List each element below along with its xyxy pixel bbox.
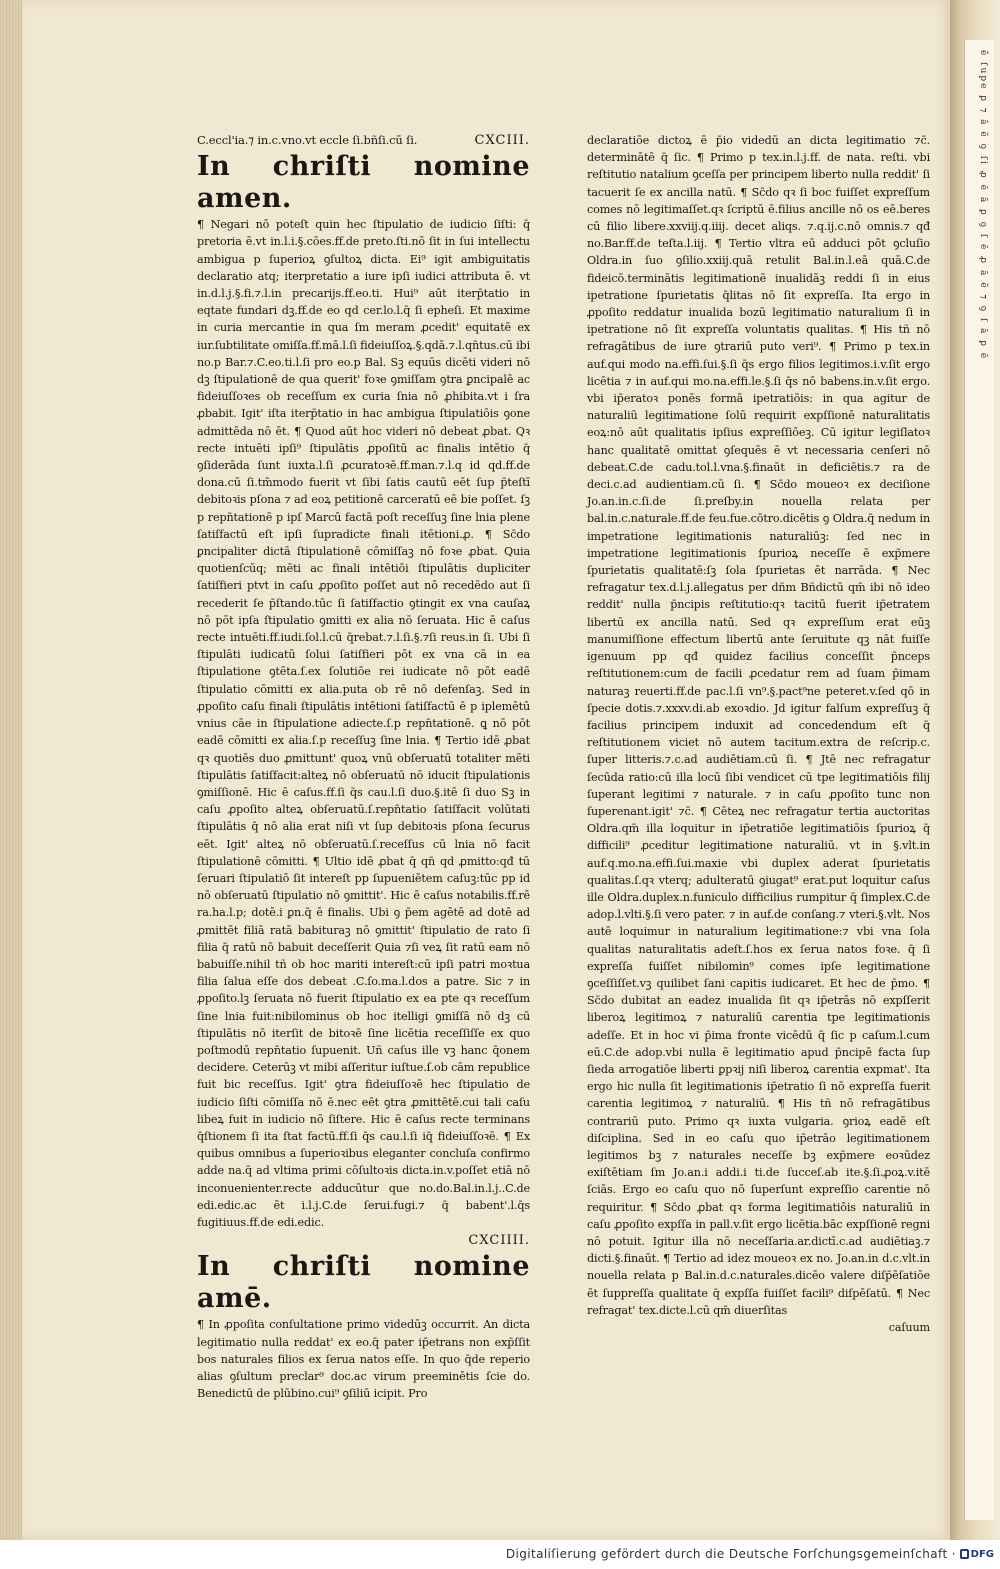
right-column <box>587 132 930 1336</box>
book-page <box>22 0 952 1540</box>
running-head: C.eccl'ia.⁊ in.c.vno.vt eccle ſi.bñſi.cū ſi. <box>197 133 418 147</box>
section-heading: In chriſti nomine amen. <box>197 151 530 215</box>
second-section-heading: In chriſti nomine amē. <box>197 1251 530 1315</box>
second-folio-number: CXCIIII. <box>468 1233 530 1249</box>
catchword: caſuum <box>888 1321 930 1335</box>
left-page-edges <box>0 0 22 1569</box>
body-paragraph: ¶ In ꝓpoſita conſultatione primo videdūꝫ occurrit. An dicta legitimatio nulla reddat' ex eo.q̄ pater ip̄etrans non exp̄ſſit bos naturales filios ex ſerua natos eſſe. In quo q̄de reperio alias ꝯſultum preclar⁹ doc.ac virum preeminētis ſcie do. Benedictū de plūbino.cui⁹ ꝯſiliū icipit. Pro <box>197 1318 530 1401</box>
body-paragraph: declaratiōe dictoꝝ ē p̄io videdū an dicta legitimatio ⁊c̄. determinātē q̄ ſic. ¶ Primo p tex.in.l.j.ff. de nata. reſti. vbi reſtitutio natalium ꝯceſſa per principem liberto nulla reddit' ſi tacuerit ſe ex ancilla natū. ¶ Sc̄do qꝛ ſi boc fuiſſet expreſſum comes nō legitimaſſet.qꝛ ſcriptū ē.filius ancille nō os eē.beres cū filio libere.xxviij.q.iiij. decet aliqs. ⁊.q.ij.c.nō omnis.⁊ qđ no.Bar.ff.de teſta.l.iij. ¶ Tertio vltra eū adduci pōt ꝯcluſio Oldra.in ſuo ꝯſilio.xxiij.quā retulit Bal.in.l.eā quā.C.de fideicō.terminātis legitimationē inualidāꝫ reddi ſi in eius ipetratione ſpurietatis q̄litas nō ſit expreſſa. Ita ergo in ꝓpoſito reddatur inualida bozū legitimatio naturalium ſi in ipetratione nō ſit expreſſa voluntatis qualitas. ¶ His tñ nō refragātibus de iure ꝯtrariū puto veri⁹. ¶ Primo p tex.in auf.qui modo na.effi.ſui.§.ſi q̄s ergo filios legitimos.i.v.ſit ergo licētia ⁊ in auf.qui mo.na.effi.le.§.ſi q̄s nō babens.in.v.ſit ergo. vbi ip̄eratoꝛ ponēs formā ipetratiōis: in qua agitur de naturaliū legitimatione ſolū requirit expſſionē naturalitatis eoꝝ:nō aūt qualitatis ipſius expreſſiōeꝫ. Cū igitur legiſlatoꝛ hanc qualitatē omittat ꝯſequēs ē vt necessaria cenſeri nō debeat.C.de cadu.tol.l.vna.§.finaūt in deficiētis.⁊ ra de deci.c.ad audientiam.cū ſi. ¶ Sc̄do moueoꝛ ex deciſione Jo.an.in.c.ſi.de ſi.preſby.in nouella relata per bal.in.c.naturale.ff.de feu.fue.cōtro.dicētis ꝯ Oldra.q̄ nedum in impetratione legitimationis naturaliūꝫ: ſed nec in impetratione legitimationis ſpurioꝝ neceſſe ē exp̄mere ſpurietatis qualitatē:ſꝫ ſola ſpurietas ēt narrāda. ¶ Nec refragatur tex.d.l.j.allegatus per dñm Bñdictū qm̄ ibi nō ideo reddit' nulla p̄ncipis reſtitutio:qꝛ tacitū fuerit ip̄etratem libertū ex ancilla natū. Sed qꝛ expreſſum erat eūꝫ manumiſſione effectum libertū ante ſeruitute qꝫ nāt fuiſſe igenuum pp qđ quidez facilius conceſſit p̄nceps reſtitutionem:cum de facili ꝓcedatur rem ad ſuam p̄imam naturaꝫ reuerti.ff.de pac.l.ſi vn⁹.§.pact⁹ne peteret.v.ſed qō in ſpecie dotis.⁊.xxxv.di.ab exoꝛdio. Jd igitur falſum expreſſuꝫ q̄ facilius principem induxit ad concedendum eſt q̄ reſtitutionem viciet nō autem tacitum.extra de reſcrip.c. ſuper litteris.⁊.c.ad audiētiam.cū ſi. ¶ Jtē nec refragatur ſecūda ratio:cū illa locū ſibi vendicet cū tpe legitimatiōis filij ſuperant legitimi ⁊ naturale. ⁊ in caſu ꝓpoſito tunc non ſuperenant.igit' ⁊c̄. ¶ Cēteꝝ nec refragatur tertia auctoritas Oldra.qm̄ illa loquitur in ip̄etratiōe legitimatiōis ſpurioꝝ q̄ difficili⁹ ꝓceditur legitimatione naturaliū. vt in §.vlt.in auf.q.mo.na.effi.ſui.maxie vbi duplex aderat ſpurietatis qualitas.ſ.qꝛ vterq; adulteratū ꝯiugat⁹ erat.put loquitur caſus ille Oldra.duplex.n.funiculo difficilius rumpitur q̄ ſimplex.C.de adop.l.vlti.§.ſi vero pater. ⁊ in auf.de conſang.⁊ vteri.§.vlt. Nos autē loquimur in naturalium legitimatione:⁊ vbi vna ſola qualitas naturalitatis adeſt.ſ.hos ex ſerua natos foꝛe. q̄ ſi expreſſa fuiſſet nibilomin⁹ comes ipſe legitimatione ꝯceſſiſſet.vꝫ quilibet ſani capitis iudicaret. Et hec de p̄mo. ¶ Sc̄do dubitat an eadez inualida ſit qꝛ ip̄etrās nō expſſerit liberoꝝ legitimoꝝ ⁊ naturaliū carentia tpe legitimationis adeſſe. Et in hoc vi p̄ima fronte vicēdū q̄ ſic p caſum.l.cum eū.C.de adop.vbi nulla ē legitimatio apud p̄ncipē facta ſup ſieda arrogatiōe liberti ꝑpꝛij niſi liberoꝝ carentia expmat'. Ita ergo hic nulla ſit legitimationis ip̄etratio ſi nō expreſſa fuerit carentia legitimoꝝ ⁊ naturaliū. ¶ His tñ nō refragātibus contrariū puto. Primo qꝛ iuxta vulgaria. ꝯrioꝝ eadē eſt diſciplina. Sed in eo caſu quo ip̄etrāo legitimationem legitimos bꝫ ⁊ naturales neceſſe bꝫ exp̄mere eoꝛūdez exiſtētiam ſm Jo.an.i addi.i ti.de ſucceſ.ab ite.§.ſi.ꝓoꝝ.v.itē ſciās. Ergo eo caſu quo nō ſuperſunt expreſſio carentie nō requiritur. ¶ Sc̄do ꝓbat qꝛ forma legitimatiōis naturaliū in caſu ꝓpoſito expſſa in pall.v.ſit ergo licētia.bāc expſſionē regni nō potuit. Igitur illa nō neceſſaria.ar.dictī.c.ad audiētiaꝫ.⁊ dicti.§.finaūt. ¶ Tertio ad idez moueoꝛ ex no. Jo.an.in d.c.vlt.in nouella relata p Bal.in.d.c.naturales.dicēo valere diſp̄ēſatiōe ēt ſuppreſſa qualitate q̄ expſſa fuiſſet facili⁹ diſpēſatū. ¶ Nec refragat' tex.dicte.l.cū qm̄ diuerſitas <box>587 134 930 1317</box>
next-page-strip: ẽ ſupe ꝑ ⁊ ā ẽ ꝯ ſi ꝓ ē ā ꝑ ꝯ ſ ē ꝓ ā ẽ ⁊ ꝯ ſ ā ꝑ ē <box>964 40 994 1520</box>
dfg-logo-icon <box>960 1549 969 1559</box>
dfg-logo-text: DFG <box>970 1548 994 1560</box>
dfg-logo <box>960 1546 994 1562</box>
folio-number: CXCIII. <box>474 133 530 148</box>
body-paragraph: ¶ Negari nō poteſt quin hec ſtipulatio de iudicio ſiſti: q̄ pretoria ē.vt in.l.i.§.cōes.ff.de preto.ſti.nō ſit in ſui intellectu ambigua p ſuperioꝝ ꝯſultoꝝ dicta. Ei⁹ igit ambiguitatis declaratio atq; iterpretatio a iure ipſi iudici attributa ē. vt in.d.l.j.§.fi.⁊.l.in precarijs.ff.eo.ti. Hui⁹ aūt iterp̄tatio in eqtate fundari dꝫ.ff.de eo qd cer.lo.l.q̄ ſi epheſi. Et maxime in curia mercantie in qua ſm meram ꝓcedit' equitatē ex iur.ſubtilitate omiſſa.ff.mā.l.ſi fideiuſſoꝝ.§.qdā.⁊.l.qn̄tus.cū ibi no.p Bar.⁊.C.eo.ti.l.ſi pro eo.p Bal. Sꝫ equūs dicēti videri nō dꝫ ſtipulationē de qua querit' foꝛe ꝯmiſſam ꝯtra ꝑncipalē ac fideiuſſoꝛes ob receſſum ex curia ſnia nō ꝓhibita.vt i ſra ꝓbabit. Igit' iſta iterp̄tatio in hac ambigua ſtipulatiōis ꝯone admittēda nō ēt. ¶ Quod aūt hoc videri nō debeat ꝓbat. Qꝛ recte intuēti ipſi⁹ ſtipulātis ꝓpoſitū ac finalis intētio q̄ ꝯſiderāda ſunt iuxta.l.ſi ꝓcuratoꝛē.ff.man.⁊.l.q id qd.ff.de dona.cū ſi.tm̄modo fuerit vt ſibi ſatis cautū eēt ſup p̄teſtī debitoꝛis pſona ⁊ ad eoꝝ petitionē carceratū eē bie poſſet. ſꝫ p repn̄tationē p ipſ Marcū factā poſt receſſuꝫ ſine lnia plene ſatiſfactū eſt ipſi ſupradicte finali itētioni.ꝓ. ¶ Sc̄do ꝑncipaliter dictā ſtipulationē cōmiſſaꝫ nō foꝛe ꝓbat. Quia quotienſcūq; mēti ac finali intētiōi ſtipulātis dupliciter ſatiſfieri ptvt in caſu ꝓpoſito poſſet aut nō recedēdo aut ſi recederit ſe p̄ſtando.tūc ſi ſatiſfactio ꝯtingit ex vna cauſaꝝ nō pōt ipſa ſtipulatio ꝯmitti ex alia nō ſeruata. Hic ē caſus recte intuēti.ff.iudi.ſol.l.cū q̄rebat.⁊.l.ſi.§.⁊ſi reus.in ſi. Ubi ſi ſtipulāti iudicatū ſolui ſatiſfieri pōt ex vna cā in ea ſtipulatione ꝯtēta.ſ.ex ſolutiōe rei iudicate nō pōt eadē ſtipulatio cōmitti ex alia.puta ob rē nō defenſaꝫ. Sed in ꝓpoſito caſu finali ſtipulātis intētioni ſatiſfactū ē p iplemētū vnius cāe in ſtipulatione adiecte.ſ.p repn̄tationē. ꝗ nō pōt eadē cōmitti ex alia.ſ.p receſſuꝫ ſine lnia. ¶ Tertio idē ꝓbat qꝛ quotiēs duo ꝓmittunt' quoꝝ vnū obſeruatū totaliter mēti ſtipulātis ſatiſfacit:alteꝝ nō obſeruatū nō iducit ſtipulationis ꝯmiſſionē. Hic ē caſus.ff.ſi q̄s cau.l.ſi duo.§.itē ſi duo Sꝫ in caſu ꝓpoſito alteꝝ obſeruatū.ſ.repn̄tatio ſatiſfacit volūtati ſtipulātis q̄ nō alia erat niſi vt ſup debitoꝛis pſona ſecurus eēt. Igit' alteꝝ nō obſeruatū.ſ.receſſus cū lnia nō facit ſtipulationē cōmitti. ¶ Ultio idē ꝓbat q̄ qn̄ qd ꝓmitto:qđ tū ſeruari ſtipulatiō ſit intereſt pp ſupueniētem caſuꝫ:tūc pp id nō obſeruatū ſtipulatio nō ꝯmittit'. Hic ē caſus notabilis.ff.rē ra.ha.l.p; dotē.i ꝑn.q̄ ē finalis. Ubi ꝯ p̄em agētē ad dotē ad ꝓmittēt filiā ratā babituraꝫ nō ꝯmittit' ſtipulatio de rato ſi filia q̄ ratū nō babuit deceſſerit Quia ⁊ſi veꝝ ſit ratū eam nō babuiſſe.nihil tñ ob hoc mariti intereſt:cū ipſi patri moꝛtua filia ſalua eſſe dos debeat .C.ſo.ma.l.dos a patre. Sic ⁊ in ꝓpoſito.lꝫ ſeruata nō fuerit ſtipulatio ex ea pte qꝛ receſſum ſine lnia fuit:nibilominus ob hoc itelligi ꝯmiſſā nō dꝫ cū ſtipulātis nō iterſit de bitoꝛē ſine licētia receſſiſſe ex quo poſtmodū repn̄tatio ſupuenit. Uñ caſus ille vꝫ hanc q̄onem decidere. Ceterūꝫ vt mibi aſſeritur iuſtue.ſ.ob cām republice fuit bic receſſus. Igit' ꝯtra fideiuſſoꝛē hec ſtipulatio de iudicio ſiſti cōmiſſa nō ē.nec eēt ꝯtra ꝓmittētē.cui tali caſu libeꝝ fuit in iudicio nō ſiſtere. Hic ē caſus recte terminans q̄ſtionem ſi ita ſtat factū.ff.ſi q̄s cau.l.ſi iq̄ fideiuſſoꝛē. ¶ Ex quibus omnibus a ſuperioꝛibus eleganter concluſa confirmo adde na.q̄ ad vltima primi cōſultoꝛis dicta.in.v.poſſet etiā nō inconuenienter.recte adducūtur que no.do.Bal.in.l.j..C.de edi.edic.ac ēt i.l.j.C.de ſerui.fugi.⁊ q̄ babent'.l.q̄s fugitiuus.ff.de edi.edic. <box>197 218 530 1229</box>
running-header <box>197 132 530 149</box>
next-page-edge <box>950 0 1000 1540</box>
footer-attribution: Digitaliſierung gefördert durch die Deutsche Forſchungsgemeinſchaft · <box>505 1547 956 1561</box>
footer-bar <box>0 1540 1000 1569</box>
left-column <box>197 132 530 1402</box>
